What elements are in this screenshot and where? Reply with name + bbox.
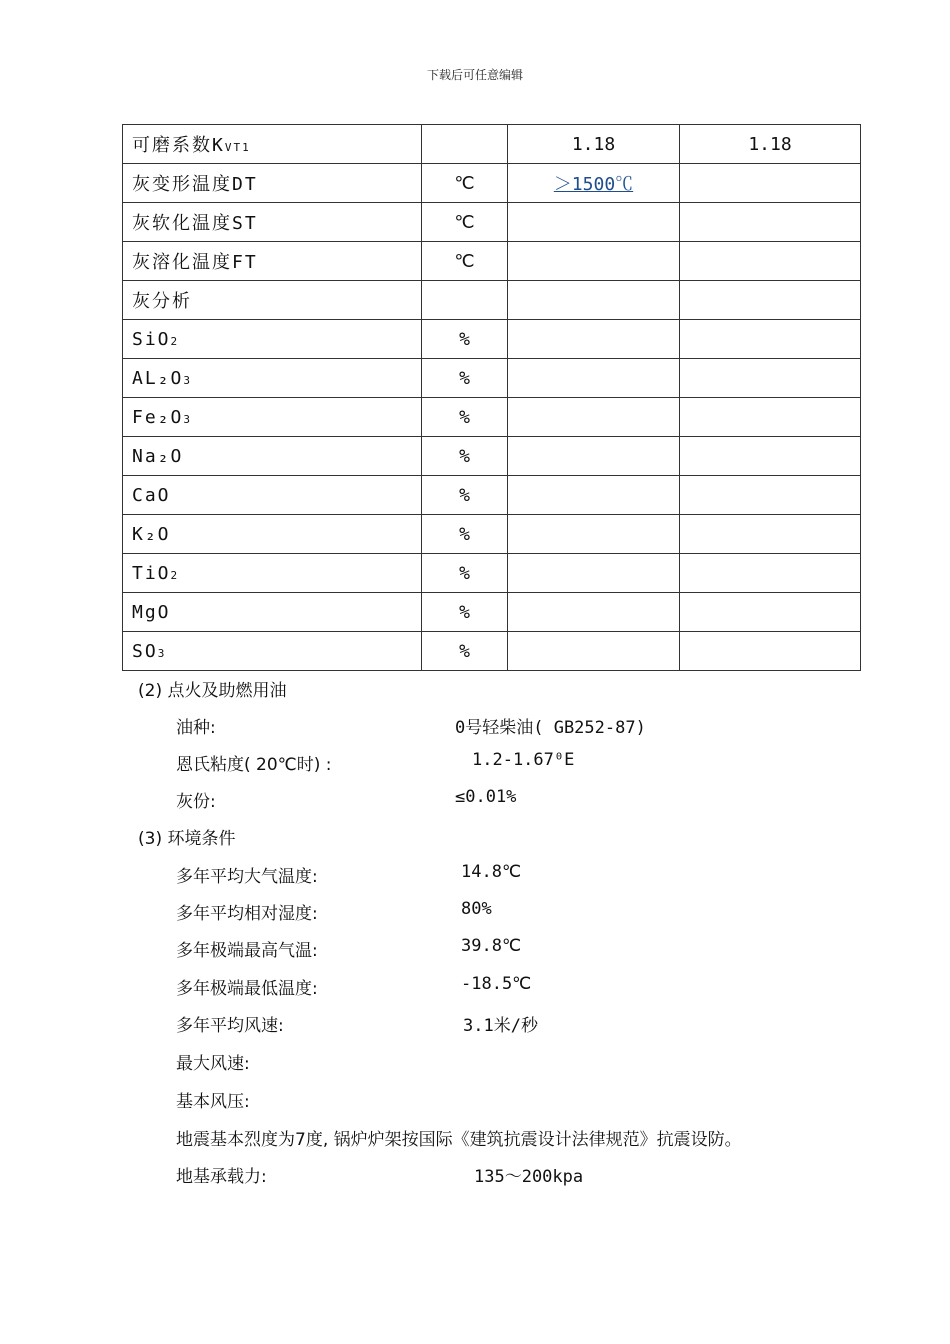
cell-value-2-text: 1.18 xyxy=(748,133,792,155)
cell-name xyxy=(123,125,422,164)
cell-value-2 xyxy=(680,632,861,671)
cell-value-1 xyxy=(508,632,680,671)
cell-name-subscript: 2 xyxy=(170,568,180,582)
cell-unit-text: ℃ xyxy=(454,172,475,194)
cell-name-text: SiO xyxy=(132,328,171,350)
cell-value-1 xyxy=(508,281,680,320)
cell-name-text: MgO xyxy=(132,601,171,623)
cell-name-text: Na₂O xyxy=(132,445,184,467)
env-mintemp-value: -18.5℃ xyxy=(461,974,532,994)
cell-value-1 xyxy=(508,593,680,632)
table-row xyxy=(123,359,861,398)
cell-unit xyxy=(422,359,508,398)
env-foundation-label: 地基承载力: xyxy=(176,1167,267,1187)
cell-value-1 xyxy=(508,437,680,476)
cell-unit-text: % xyxy=(459,523,470,545)
cell-unit xyxy=(422,281,508,320)
cell-name xyxy=(123,476,422,515)
cell-name-text: 可磨系数K xyxy=(132,135,225,156)
section-env-title: (3) 环境条件 xyxy=(138,829,236,849)
env-seismic-text: 地震基本烈度为7度, 锅炉炉架按国际《建筑抗震设计法律规范》抗震设防。 xyxy=(176,1130,742,1150)
cell-value-2 xyxy=(680,476,861,515)
cell-name xyxy=(123,359,422,398)
cell-value-2 xyxy=(680,281,861,320)
cell-value-2 xyxy=(680,203,861,242)
cell-name-text: 灰变形温度DT xyxy=(132,174,258,195)
cell-value-1[interactable] xyxy=(508,164,680,203)
cell-value-1-text: 1.18 xyxy=(571,133,616,155)
cell-unit xyxy=(422,515,508,554)
table-row xyxy=(123,125,861,164)
cell-unit-text: ℃ xyxy=(454,211,475,233)
cell-unit xyxy=(422,320,508,359)
cell-unit-text: % xyxy=(459,562,470,584)
env-mintemp-label: 多年极端最低温度: xyxy=(176,979,318,999)
oil-type-label: 油种: xyxy=(176,718,216,738)
cell-name xyxy=(123,593,422,632)
cell-name-text: 灰分析 xyxy=(132,291,192,312)
cell-value-1 xyxy=(508,320,680,359)
table-row xyxy=(123,203,861,242)
table-row xyxy=(123,554,861,593)
cell-unit-text: % xyxy=(459,601,470,623)
cell-unit xyxy=(422,476,508,515)
cell-value-2 xyxy=(680,515,861,554)
cell-value-1-text[interactable]: ＞1500℃ xyxy=(553,174,634,195)
cell-name-subscript: 3 xyxy=(183,373,192,387)
env-maxwind-label: 最大风速: xyxy=(176,1054,250,1074)
cell-value-2 xyxy=(680,320,861,359)
cell-unit-text: % xyxy=(459,445,470,467)
table-row xyxy=(123,164,861,203)
cell-name-text: CaO xyxy=(132,484,171,506)
cell-value-2 xyxy=(680,164,861,203)
cell-name-text: Fe₂O xyxy=(132,406,184,428)
env-foundation-value: 135～200kpa xyxy=(474,1167,584,1187)
cell-unit xyxy=(422,554,508,593)
oil-ash-label: 灰份: xyxy=(176,792,216,812)
cell-name-subscript: 3 xyxy=(183,412,192,426)
oil-ash-value: ≤0.01% xyxy=(455,787,517,807)
cell-unit-text: ℃ xyxy=(454,250,475,272)
cell-value-1 xyxy=(508,476,680,515)
cell-name xyxy=(123,515,422,554)
cell-name-text: 灰溶化温度FT xyxy=(132,252,258,273)
table-row xyxy=(123,632,861,671)
env-humidity-value: 80% xyxy=(461,899,492,919)
env-temp-label: 多年平均大气温度: xyxy=(176,867,318,887)
cell-name-subscript: 3 xyxy=(157,646,167,660)
env-temp-value: 14.8℃ xyxy=(461,862,522,882)
env-maxtemp-label: 多年极端最高气温: xyxy=(176,941,318,961)
cell-name xyxy=(123,554,422,593)
table-row xyxy=(123,320,861,359)
section-oil-title: (2) 点火及助燃用油 xyxy=(138,681,287,701)
env-wind-label: 多年平均风速: xyxy=(176,1016,284,1036)
table-row xyxy=(123,242,861,281)
cell-value-2 xyxy=(680,398,861,437)
oil-viscosity-label: 恩氏粘度( 20℃时) : xyxy=(176,755,332,775)
cell-name xyxy=(123,320,422,359)
cell-value-2 xyxy=(680,593,861,632)
cell-unit-text: % xyxy=(459,367,470,389)
env-wind-value: 3.1米/秒 xyxy=(463,1016,538,1036)
table-row xyxy=(123,437,861,476)
cell-unit-text: % xyxy=(459,640,470,662)
table-row xyxy=(123,593,861,632)
table-row xyxy=(123,398,861,437)
cell-unit xyxy=(422,242,508,281)
cell-name xyxy=(123,398,422,437)
cell-name-text: SO xyxy=(132,640,158,662)
cell-value-2 xyxy=(680,437,861,476)
cell-unit-text: % xyxy=(459,406,470,428)
cell-unit xyxy=(422,593,508,632)
cell-value-2 xyxy=(680,125,861,164)
cell-name xyxy=(123,203,422,242)
cell-value-2 xyxy=(680,359,861,398)
cell-name-text: K₂O xyxy=(132,523,171,545)
cell-unit-text: % xyxy=(459,484,470,506)
cell-name xyxy=(123,437,422,476)
table-row xyxy=(123,515,861,554)
cell-name-text: AL₂O xyxy=(132,367,184,389)
cell-unit xyxy=(422,203,508,242)
oil-viscosity-value: 1.2-1.67⁰E xyxy=(472,750,575,770)
cell-value-2 xyxy=(680,554,861,593)
env-windpressure-label: 基本风压: xyxy=(176,1092,250,1112)
cell-unit xyxy=(422,632,508,671)
cell-value-2 xyxy=(680,242,861,281)
cell-unit xyxy=(422,437,508,476)
table-row xyxy=(123,476,861,515)
coal-properties-table xyxy=(122,124,861,671)
cell-name-text: TiO xyxy=(132,562,171,584)
cell-value-1 xyxy=(508,242,680,281)
cell-unit xyxy=(422,164,508,203)
cell-unit-text: % xyxy=(459,328,470,350)
cell-unit xyxy=(422,398,508,437)
cell-name xyxy=(123,281,422,320)
cell-name-subscript: VT1 xyxy=(224,141,251,154)
cell-name xyxy=(123,632,422,671)
cell-value-1 xyxy=(508,359,680,398)
page-header: 下载后可任意编辑 xyxy=(426,68,523,82)
cell-unit xyxy=(422,125,508,164)
env-maxtemp-value: 39.8℃ xyxy=(461,936,522,956)
cell-value-1 xyxy=(508,125,680,164)
oil-type-value: 0号轻柴油( GB252-87) xyxy=(455,718,646,738)
cell-name-text: 灰软化温度ST xyxy=(132,213,258,234)
cell-value-1 xyxy=(508,203,680,242)
cell-value-1 xyxy=(508,554,680,593)
env-humidity-label: 多年平均相对湿度: xyxy=(176,904,318,924)
cell-value-1 xyxy=(508,515,680,554)
table-row xyxy=(123,281,861,320)
cell-value-1 xyxy=(508,398,680,437)
cell-name-subscript: 2 xyxy=(170,334,180,348)
cell-name xyxy=(123,164,422,203)
cell-name xyxy=(123,242,422,281)
